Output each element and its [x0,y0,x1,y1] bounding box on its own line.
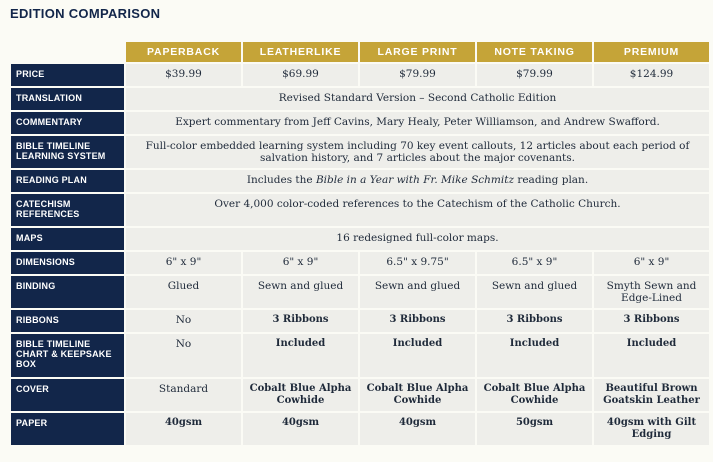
row-binding [11,276,709,308]
row-label-dimensions: DIMENSIONS [11,252,124,274]
reading-plan-value [126,170,709,192]
comparison-table [9,40,711,447]
ribbons-large-print: 3 Ribbons [360,310,475,332]
row-ribbons [11,310,709,332]
chart-box-large-print: Included [360,334,475,377]
dimensions-premium: 6" x 9" [594,252,709,274]
row-label-binding: BINDING [11,276,124,308]
row-cover [11,379,709,411]
ribbons-note-taking: 3 Ribbons [477,310,592,332]
cover-note-taking: Cobalt Blue Alpha Cowhide [477,379,592,411]
header-corner [11,42,124,62]
row-reading-plan [11,170,709,192]
dimensions-note-taking: 6.5" x 9" [477,252,592,274]
row-label-catechism: CATECHISM REFERENCES [11,194,124,226]
price-large-print: $79.99 [360,64,475,86]
header-note-taking: NOTE TAKING [477,42,592,62]
paper-leatherlike: 40gsm [243,413,358,445]
paper-premium: 40gsm with Gilt Edging [594,413,709,445]
row-label-reading-plan: READING PLAN [11,170,124,192]
header-row [11,42,709,62]
header-large-print: LARGE PRINT [360,42,475,62]
row-label-chart-box: BIBLE TIMELINE CHART & KEEPSAKE BOX [11,334,124,377]
ribbons-leatherlike: 3 Ribbons [243,310,358,332]
commentary-value: Expert commentary from Jeff Cavins, Mary Healy, Peter Williamson, and Andrew Swafford. [126,112,709,134]
binding-paperback: Glued [126,276,241,308]
dimensions-large-print: 6.5" x 9.75" [360,252,475,274]
price-paperback: $39.99 [126,64,241,86]
binding-premium: Smyth Sewn and Edge-Lined [594,276,709,308]
paper-large-print: 40gsm [360,413,475,445]
row-label-timeline-system: BIBLE TIMELINE LEARNING SYSTEM [11,136,124,168]
row-dimensions [11,252,709,274]
row-timeline-system [11,136,709,168]
chart-box-note-taking: Included [477,334,592,377]
maps-value: 16 redesigned full-color maps. [126,228,709,250]
row-maps [11,228,709,250]
price-leatherlike: $69.99 [243,64,358,86]
price-premium: $124.99 [594,64,709,86]
price-note-taking: $79.99 [477,64,592,86]
cover-paperback: Standard [126,379,241,411]
row-label-ribbons: RIBBONS [11,310,124,332]
row-label-cover: COVER [11,379,124,411]
reading-plan-suffix: reading plan. [513,174,589,186]
binding-leatherlike: Sewn and glued [243,276,358,308]
reading-plan-prefix: Includes the [246,174,316,186]
page-title: EDITION COMPARISON [10,6,161,21]
chart-box-premium: Included [594,334,709,377]
row-label-paper: PAPER [11,413,124,445]
cover-premium: Beautiful Brown Goatskin Leather [594,379,709,411]
row-price [11,64,709,86]
ribbons-paperback: No [126,310,241,332]
paper-note-taking: 50gsm [477,413,592,445]
row-label-maps: MAPS [11,228,124,250]
chart-box-paperback: No [126,334,241,377]
row-label-translation: TRANSLATION [11,88,124,110]
cover-large-print: Cobalt Blue Alpha Cowhide [360,379,475,411]
binding-note-taking: Sewn and glued [477,276,592,308]
dimensions-paperback: 6" x 9" [126,252,241,274]
chart-box-leatherlike: Included [243,334,358,377]
catechism-value: Over 4,000 color-coded references to the Catechism of the Catholic Church. [126,194,709,226]
header-leatherlike: LEATHERLIKE [243,42,358,62]
header-paperback: PAPERBACK [126,42,241,62]
paper-paperback: 40gsm [126,413,241,445]
row-catechism [11,194,709,226]
row-commentary [11,112,709,134]
header-premium: PREMIUM [594,42,709,62]
dimensions-leatherlike: 6" x 9" [243,252,358,274]
row-chart-box [11,334,709,377]
cover-leatherlike: Cobalt Blue Alpha Cowhide [243,379,358,411]
reading-plan-title: Bible in a Year with Fr. Mike Schmitz [315,174,514,186]
row-label-commentary: COMMENTARY [11,112,124,134]
timeline-system-value: Full-color embedded learning system including 70 key event callouts, 12 articles about each period of salvation history, and 7 articles about the major covenants. [126,136,709,168]
ribbons-premium: 3 Ribbons [594,310,709,332]
translation-value: Revised Standard Version – Second Catholic Edition [126,88,709,110]
row-translation [11,88,709,110]
binding-large-print: Sewn and glued [360,276,475,308]
row-paper [11,413,709,445]
row-label-price: PRICE [11,64,124,86]
